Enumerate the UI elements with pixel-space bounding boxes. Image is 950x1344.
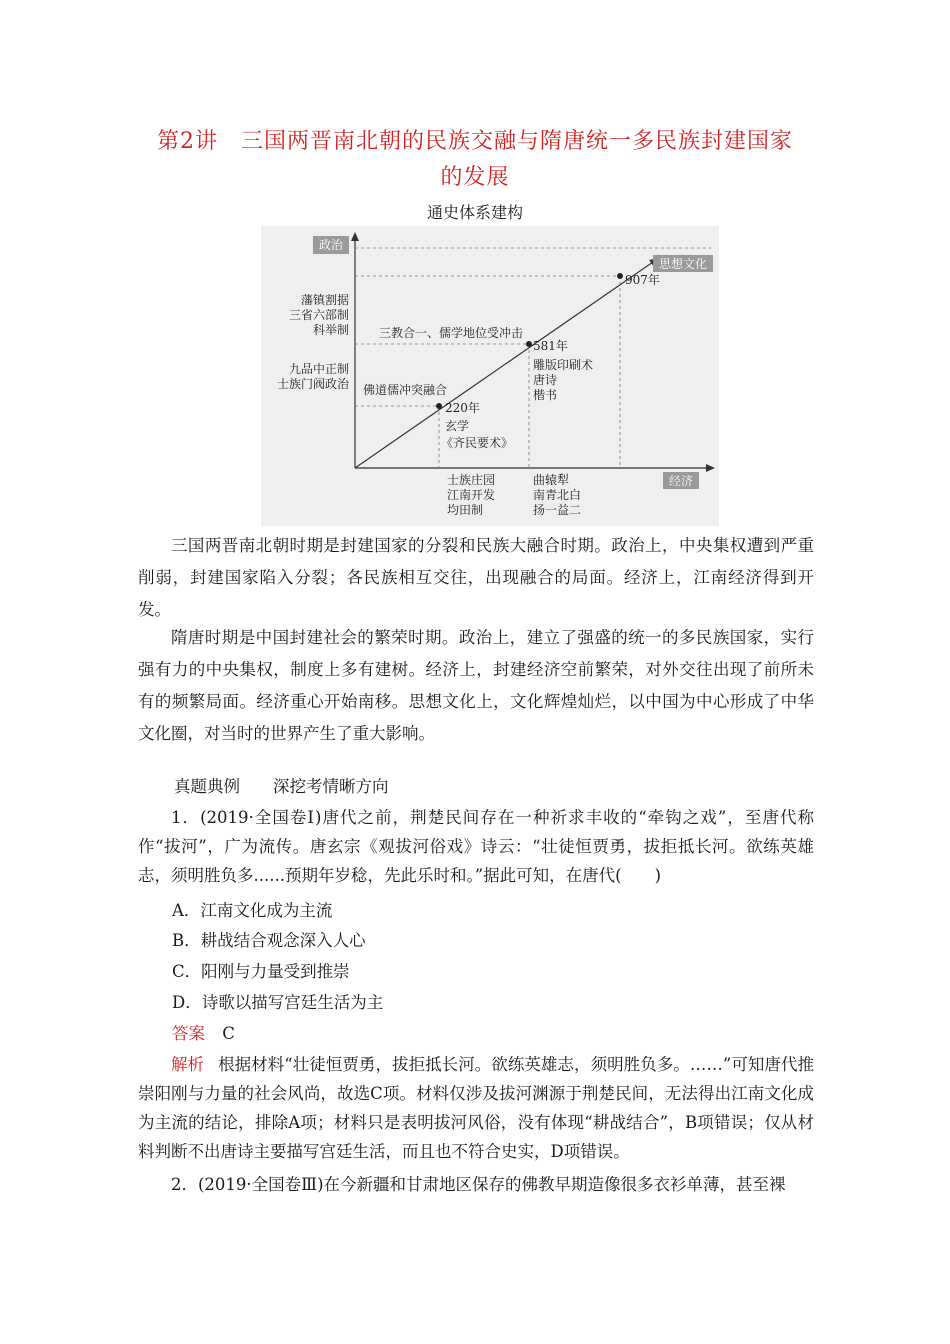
question-1-option-d: D．诗歌以描写宫廷生活为主 (172, 993, 384, 1012)
chapter-title: 第2讲 三国两晋南北朝的民族交融与隋唐统一多民族封建国家 (157, 129, 793, 154)
economy-left-3: 均田制 (447, 503, 484, 517)
culture-label: 思想文化 (658, 257, 708, 271)
politics-upper-2: 三省六部制 (288, 308, 349, 322)
politics-upper-3: 科举制 (312, 323, 349, 337)
summary-paragraph-2: 隋唐时期是中国封建社会的繁荣时期。政治上，建立了强盛的统一的多民族国家，实行强有力的中央集权，制度上多有建树。经济上，封建经济空前繁荣，对外交往出现了前所未有的频繁局面。经济重心开始南移。思想文化上，文化辉煌灿烂，以中国为中心形成了中华文化圈，对当时的世界产生了重大影响。 (138, 628, 814, 743)
year-907: 907年 (625, 273, 660, 287)
politics-upper-1: 藩镇割据 (300, 293, 349, 307)
culture-220-2: 《齐民要术》 (441, 436, 514, 450)
culture-581-2: 唐诗 (533, 373, 558, 387)
analysis-text: 根据材料“壮徒恒贾勇，拔拒抵长河。欲练英雄志，须明胜负多。……”可知唐代推崇阳刚与力量的社会风尚，故选C项。材料仅涉及拔河渊源于荆楚民间，无法得出江南文化成为主流的结论，排除A项；材料只是表明拔河风俗，没有体现“耕战结合”，B项错误；仅从材料判断不出唐诗主要描写宫廷生活，而且也不符合史实，D项错误。 (138, 1055, 814, 1161)
question-1-option-c: C．阳刚与力量受到推崇 (172, 962, 350, 981)
question-1-stem: 1．(2019·全国卷Ⅰ)唐代之前，荆楚民间存在一种祈求丰收的“牵钩之戏”，至唐代称作“拔河”，广为流传。唐玄宗《观拔河俗戏》诗云：“壮徒恒贾勇，拔拒抵长河。欲练英雄志，须明胜负多......预期年岁稔，先此乐时和。”据此可知，在唐代( ) (138, 808, 814, 885)
year-220: 220年 (445, 401, 480, 415)
culture-220-1: 玄学 (445, 419, 470, 433)
economy-right-3: 扬一益二 (533, 503, 582, 517)
answer-row (172, 1021, 235, 1047)
summary-paragraph-1: 三国两晋南北朝时期是封建国家的分裂和民族大融合时期。政治上，中央集权遭到严重削弱，封建国家陷入分裂；各民族相互交往，出现融合的局面。经济上，江南经济得到开发。 (138, 536, 814, 619)
economy-left-1: 士族庄园 (447, 473, 496, 487)
economy-left-2: 江南开发 (447, 488, 496, 502)
analysis-block (138, 1050, 814, 1166)
chapter-title-continued: 的发展 (440, 165, 510, 190)
culture-sui-tang: 三教合一、儒学地位受冲击 (379, 326, 524, 340)
point-581 (526, 341, 532, 347)
culture-581-1: 雕版印刷术 (533, 358, 594, 372)
timeline-diagram (261, 226, 719, 526)
question-2-stem: 2．(2019·全国卷Ⅲ)在今新疆和甘肃地区保存的佛教早期造像很多衣衫单薄，甚至裸 (171, 1175, 786, 1194)
culture-581-3: 楷书 (533, 388, 558, 402)
answer-value: C (222, 1024, 235, 1043)
analysis-label: 解析 (171, 1055, 205, 1074)
economy-right-2: 南青北白 (533, 488, 582, 502)
point-220 (436, 403, 442, 409)
year-581: 581年 (533, 339, 568, 353)
x-axis-label: 经济 (668, 474, 694, 488)
question-1-option-b: B．耕战结合观念深入人心 (172, 931, 366, 950)
culture-wei-jin: 佛道儒冲突融合 (363, 383, 448, 397)
answer-label: 答案 (172, 1024, 205, 1043)
economy-right-1: 曲辕犁 (533, 473, 570, 487)
section-subtitle: 通史体系建构 (426, 203, 523, 222)
politics-lower-1: 九品中正制 (288, 362, 349, 376)
y-axis-label: 政治 (318, 238, 344, 252)
point-907 (617, 273, 623, 279)
politics-lower-2: 士族门阀政治 (276, 377, 349, 391)
question-1-option-a: A．江南文化成为主流 (172, 901, 333, 920)
section-heading: 真题典例 深挖考情晰方向 (174, 777, 389, 796)
